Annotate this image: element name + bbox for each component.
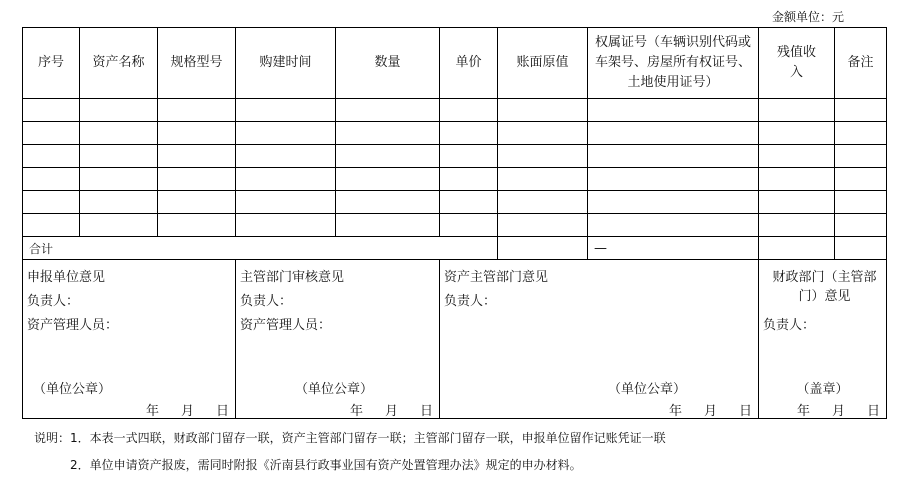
opinion-title: 资产主管部门意见 xyxy=(444,270,549,285)
table-cell[interactable] xyxy=(23,191,80,214)
table-cell[interactable] xyxy=(80,122,158,145)
table-cell[interactable] xyxy=(336,168,440,191)
seal-label: （单位公章） xyxy=(607,382,686,397)
table-cell[interactable] xyxy=(759,214,835,237)
table-cell[interactable] xyxy=(440,99,498,122)
total-label: 合计 xyxy=(23,237,498,260)
table-cell[interactable] xyxy=(236,191,336,214)
opinion-line: 资产管理人员： xyxy=(27,318,119,333)
table-cell[interactable] xyxy=(498,214,588,237)
table-cell[interactable] xyxy=(440,191,498,214)
total-residual-cell[interactable] xyxy=(759,237,835,260)
table-cell[interactable] xyxy=(336,145,440,168)
table-cell[interactable] xyxy=(23,214,80,237)
table-cell[interactable] xyxy=(440,145,498,168)
supervisor-opinion-cell[interactable] xyxy=(236,260,440,419)
table-cell[interactable] xyxy=(835,214,887,237)
table-cell[interactable] xyxy=(336,191,440,214)
table-cell[interactable] xyxy=(80,214,158,237)
opinion-line: 负责人： xyxy=(240,294,293,309)
table-cell[interactable] xyxy=(80,168,158,191)
table-cell[interactable] xyxy=(759,122,835,145)
table-row xyxy=(23,191,887,214)
note-line-2: 2．单位申请资产报废，需同时附报《沂南县行政事业国有资产处置管理办法》规定的申办材料。 xyxy=(70,458,582,472)
opinion-line: 负责人： xyxy=(27,294,80,309)
header-cell: 备注 xyxy=(835,28,887,99)
header-cell: 单价 xyxy=(440,28,498,99)
table-cell[interactable] xyxy=(336,99,440,122)
finance-opinion-cell[interactable] xyxy=(759,260,887,419)
header-cell: 残值收入 xyxy=(759,28,835,99)
table-cell[interactable] xyxy=(440,168,498,191)
table-cell[interactable] xyxy=(158,214,236,237)
table-cell[interactable] xyxy=(835,191,887,214)
applicant-opinion-cell[interactable] xyxy=(23,260,236,419)
total-row xyxy=(23,237,887,260)
table-cell[interactable] xyxy=(236,99,336,122)
table-cell[interactable] xyxy=(588,99,759,122)
table-cell[interactable] xyxy=(498,99,588,122)
asset-disposal-table xyxy=(22,27,887,419)
table-cell[interactable] xyxy=(158,122,236,145)
header-cell: 账面原值 xyxy=(498,28,588,99)
date-line: 年 月 日 xyxy=(668,404,752,419)
table-cell[interactable] xyxy=(498,145,588,168)
table-cell[interactable] xyxy=(336,214,440,237)
table-cell[interactable] xyxy=(236,168,336,191)
table-cell[interactable] xyxy=(236,122,336,145)
seal-label: （单位公章） xyxy=(294,382,373,397)
opinion-title: 主管部门审核意见 xyxy=(240,270,345,285)
seal-label: （单位公章） xyxy=(33,382,112,397)
table-cell[interactable] xyxy=(23,145,80,168)
table-cell[interactable] xyxy=(498,122,588,145)
table-cell[interactable] xyxy=(440,122,498,145)
total-remark-cell[interactable] xyxy=(835,237,887,260)
date-line: 年 月 日 xyxy=(145,404,229,419)
table-cell[interactable] xyxy=(236,214,336,237)
table-cell[interactable] xyxy=(158,99,236,122)
table-cell[interactable] xyxy=(23,99,80,122)
note-line-1: 说明：1．本表一式四联，财政部门留存一联，资产主管部门留存一联；主管部门留存一联，申报单位留作记账凭证一联 xyxy=(34,431,666,445)
amount-unit-label: 金额单位：元 xyxy=(771,10,844,24)
table-cell[interactable] xyxy=(759,191,835,214)
table-cell[interactable] xyxy=(759,168,835,191)
header-cell: 权属证号（车辆识别代码或车架号、房屋所有权证号、土地使用证号） xyxy=(588,28,759,99)
table-cell[interactable] xyxy=(23,122,80,145)
table-cell[interactable] xyxy=(23,168,80,191)
table-cell[interactable] xyxy=(835,145,887,168)
header-cell: 资产名称 xyxy=(80,28,158,99)
table-cell[interactable] xyxy=(498,168,588,191)
table-cell[interactable] xyxy=(80,99,158,122)
table-cell[interactable] xyxy=(835,168,887,191)
table-cell[interactable] xyxy=(498,191,588,214)
opinion-title: 申报单位意见 xyxy=(27,270,106,285)
table-row xyxy=(23,99,887,122)
table-cell[interactable] xyxy=(588,145,759,168)
total-book-value-cell[interactable] xyxy=(498,237,588,260)
total-dash: — xyxy=(588,237,759,260)
header-cell: 序号 xyxy=(23,28,80,99)
table-row xyxy=(23,122,887,145)
table-row xyxy=(23,145,887,168)
table-cell[interactable] xyxy=(440,214,498,237)
date-line: 年 月 日 xyxy=(349,404,433,419)
table-cell[interactable] xyxy=(835,122,887,145)
opinion-title: 财政部门（主管部门）意见 xyxy=(772,270,877,304)
table-cell[interactable] xyxy=(236,145,336,168)
table-cell[interactable] xyxy=(80,191,158,214)
table-cell[interactable] xyxy=(588,191,759,214)
table-cell[interactable] xyxy=(588,214,759,237)
table-cell[interactable] xyxy=(588,168,759,191)
table-cell[interactable] xyxy=(158,168,236,191)
table-cell[interactable] xyxy=(80,145,158,168)
table-row xyxy=(23,168,887,191)
header-cell: 购建时间 xyxy=(236,28,336,99)
table-cell[interactable] xyxy=(336,122,440,145)
asset-department-opinion-cell[interactable] xyxy=(440,260,759,419)
opinion-line: 负责人： xyxy=(444,294,497,309)
table-cell[interactable] xyxy=(759,99,835,122)
opinions-row xyxy=(23,260,887,419)
opinion-line: 负责人： xyxy=(763,318,816,333)
date-line: 年 月 日 xyxy=(796,404,880,419)
header-cell: 数量 xyxy=(336,28,440,99)
header-cell: 规格型号 xyxy=(158,28,236,99)
seal-label: （盖章） xyxy=(796,382,849,397)
table-cell[interactable] xyxy=(759,145,835,168)
table-cell[interactable] xyxy=(158,191,236,214)
table-cell[interactable] xyxy=(588,122,759,145)
table-cell[interactable] xyxy=(835,99,887,122)
table-cell[interactable] xyxy=(158,145,236,168)
table-row xyxy=(23,214,887,237)
header-row xyxy=(23,28,887,99)
opinion-line: 资产管理人员： xyxy=(240,318,332,333)
